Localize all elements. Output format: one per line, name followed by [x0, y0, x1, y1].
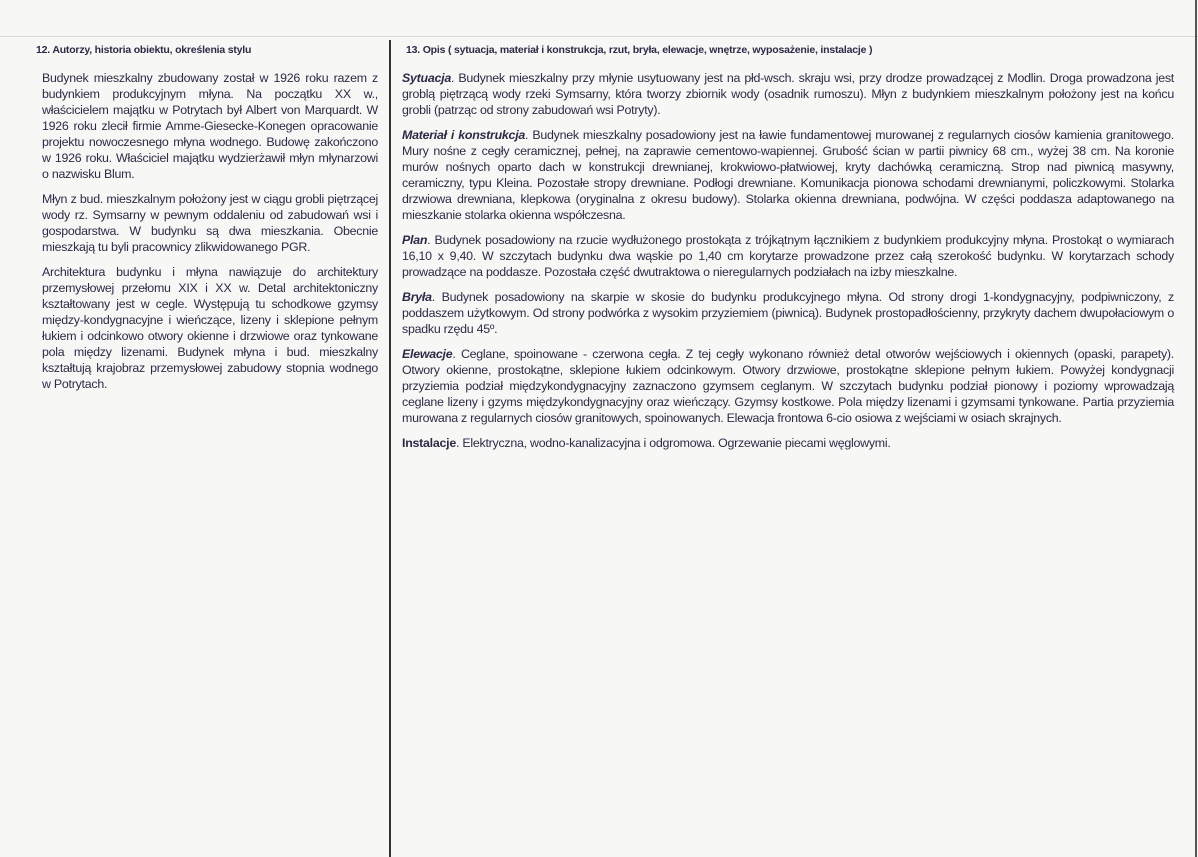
section-lead: Instalacje [402, 436, 456, 450]
history-paragraph: Architektura budynku i młyna nawiązuje do architektury przemysłowej przełomu XIX i XX w. Detal architektoniczny kształtowany jest w cegle. Występują tu schodkowe gzymsy między-kondygnacyjne i wieńczące, lizeny i sklepione pełnym łukiem i odcinkowo otwory okienne i drzwiowe oraz tynkowane pola między lizenami. Budynek młyna i bud. mieszkalny kształtują krajobraz przemysłowej zabudowy stopnia wodnego w Potrytach. [42, 265, 378, 391]
frame-top-line [0, 36, 1198, 37]
section-lead: Materiał i konstrukcja [402, 128, 526, 142]
history-paragraph: Młyn z bud. mieszkalnym położony jest w ciągu grobli piętrzącej wody rz. Symsarny w pewnym oddaleniu od zabudowań wsi i gospodarstwa. W budynku są dwa mieszkania. Obecnie mieszkają tu byli pracownicy zlikwidowanego PGR. [42, 192, 378, 254]
section-lead: Elewacje [402, 347, 453, 361]
section-12-heading: 12. Autorzy, historia obiektu, określenia stylu [36, 44, 252, 56]
section-13-description [402, 44, 1174, 460]
column-divider [389, 40, 391, 857]
description-installations [402, 435, 1174, 451]
section-text: . Elektryczna, wodno-kanalizacyjna i odgromowa. Ogrzewanie piecami węglowymi. [455, 436, 891, 450]
description-elevations [402, 346, 1174, 426]
section-lead: Sytuacja [402, 71, 451, 85]
section-text: . Budynek mieszkalny posadowiony jest na ławie fundamentowej murowanej z regularnych ciosów kamienia granitowego. Mury nośne z cegły ceramicznej, pełnej, na zaprawie cementowo-wapiennej. Grubość ścian w partii piwnicy 68 cm., wyżej 38 cm. Na koronie murów nośnych oparto dach w konstrukcji drewnianej, krokwiowo-płatwiowej, kryty dachówką ceramiczną. Strop nad piwnicą masywny, ceramiczny, typu Kleina. Pozostałe stropy drewniane. Podłogi drewniane. Komunikacja pionowa schodami drewnianymi, policzkowymi. Stolarka drzwiowa drewniana, klepkowa (oryginalna z okresu budowy). Stolarka okienna drewniana, podwójna. W części poddasza adaptowanego na mieszkanie stolarka okienna współczesna. [402, 128, 1174, 222]
section-lead: Plan [402, 233, 428, 247]
description-material [402, 127, 1174, 223]
section-text: . Budynek posadowiony na rzucie wydłużonego prostokąta z trójkątnym łącznikiem z budynkiem produkcyjny młyna. Prostokąt o wymiarach 16,10 x 9,40. W szczytach budynku dwa wąskie po 1,40 cm korytarze prowadzone przez całą szerokość budynku. W korytarzach schody prowadzące na poddasze. Pozostała część dwutraktowa o nieregularnych podziałach na izby mieszkalne. [402, 233, 1174, 279]
section-12-history [36, 44, 378, 401]
section-text: . Budynek mieszkalny przy młynie usytuowany jest na płd-wsch. skraju wsi, przy drodze prowadzącej z Modlin. Droga prowadzona jest groblą piętrzącą wody rzeki Symsarny, która tworzy zbiornik wody (osadnik rumoszu). Młyn z budynkiem mieszkalnym położony jest na końcu grobli (patrząc od strony zabudowań wsi Potryty). [402, 71, 1174, 117]
section-13-heading: 13. Opis ( sytuacja, materiał i konstrukcja, rzut, bryła, elewacje, wnętrze, wyposażenie, instalacje ) [406, 44, 873, 56]
section-text: . Ceglane, spoinowane - czerwona cegła. Z tej cegły wykonano również detal otworów wejściowych i okiennych (opaski, parapety). Otwory okienne, prostokątne, sklepione łukiem odcinkowym. Otwory drzwiowe, prostokątne sklepione pełnym łukiem. Powyżej kondygnacji przyziemia podział międzykondygnacyjny zaznaczono gzymsem ceglanym. W szczytach budynku podział pionowy i poziomy wprowadzają ceglane lizeny i gzyms międzykondygnacyjny oraz wieńczący. Gzymsy kostkowe. Pola między lizenami i gzymsami tynkowane. Partia przyziemia murowana z regularnych ciosów granitowych, spoinowanych. Elewacja frontowa 6-cio osiowa z wejściami w osiach skrajnych. [402, 347, 1174, 425]
frame-right-edge [1195, 0, 1197, 857]
section-text: . Budynek posadowiony na skarpie w skosie do budynku produkcyjnego młyna. Od strony drogi 1-kondygnacyjny, podpiwniczony, z poddaszem użytkowym. Od strony podwórka z wysokim przyziemiem (piwnicą). Budynek prostopadłościenny, przykryty dachem dwupołaciowym o spadku rzędu 45º. [402, 290, 1174, 336]
description-plan [402, 232, 1174, 280]
description-situation [402, 70, 1174, 118]
history-paragraph: Budynek mieszkalny zbudowany został w 1926 roku razem z budynkiem produkcyjnym młyna. Na początku XX w., właścicielem majątku w Potrytach był Albert von Marquardt. W 1926 roku zlecił firmie Amme-Giesecke-Konegen opracowanie projektu nowoczesnego młyna wodnego. Budowę zakończono w 1926 roku. Właściciel majątku wydzierżawił młyn młynarzowi o nazwisku Blum. [42, 71, 378, 181]
description-massing [402, 289, 1174, 337]
section-lead: Bryła [402, 290, 432, 304]
